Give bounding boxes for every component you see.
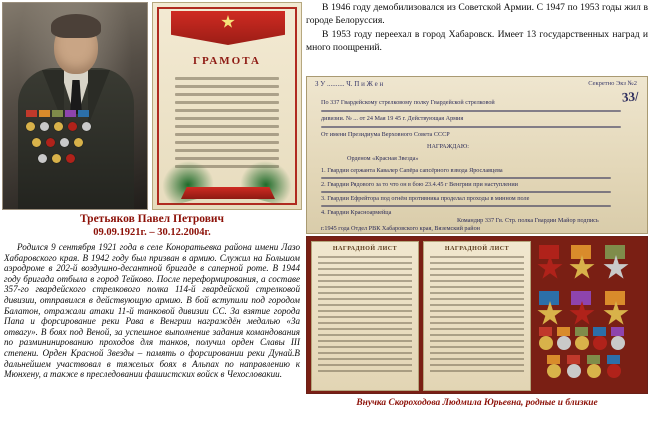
document-footer-line: г.1945 года Отдел РВК Хабаровского края, Вяземский район bbox=[321, 225, 480, 232]
ink-stroke bbox=[321, 191, 611, 193]
document-line-2: дивизии. № ... от 24 Мая 19 45 г. Действующая Армия bbox=[321, 115, 464, 122]
ribbon-icon bbox=[607, 355, 620, 364]
portrait-frame bbox=[2, 2, 148, 210]
document-page-number: 33/ bbox=[621, 88, 640, 105]
ribbon-icon bbox=[547, 355, 560, 364]
ink-stroke bbox=[321, 126, 621, 128]
order-ribbon-icon bbox=[539, 245, 559, 259]
document-header-left: З У .......... Ч. П и Ж е н bbox=[315, 80, 384, 88]
medal-icon bbox=[611, 336, 625, 350]
order-ribbon-icon bbox=[605, 245, 625, 259]
page-title: Третьяков Павел Петрович bbox=[79, 213, 225, 225]
award-sheet-left-title: НАГРАДНОЙ ЛИСТ bbox=[332, 246, 398, 252]
ink-stroke bbox=[321, 110, 621, 112]
document-line-5: Орденом «Красная Звезда» bbox=[347, 155, 419, 162]
document-line-4: НАГРАЖДАЮ: bbox=[427, 143, 469, 150]
biography-text: Родился 9 сентября 1921 года в селе Коноратьевка района имени Лазо Хабаровского края. В 1942 году был призван в армию. Служил на Большом аэродроме в 202-й воздушно-десантной бригаде в саперной роте. В 1944 году бригада отбыла в город Тейково. После переформирования, а составе 357-го гвардейского стрелкового полка 114-й гвардейской стрелковой дивизии, отправился в действующую армию. В бой вступили под городом Балатон, отражали атаки 11-й танковой дивизии СС. За взятие города Папа и форсирование реки Рава в Венгрии награждён медалью «За отвагу». В боях под Веной, за успешное выполнение задания командования по размининированию проходов для танков, получил орден Славы III степени. Орден Красной Звезды – память о форсировании реки Дунай.В дальнейшем участвовал в тяжелых боях в Альпах по направлению к Мюнхену, а также в преследовании фашистских войск в Чехословакии. bbox=[4, 242, 300, 380]
document-line-6: 1. Гвардии сержанта Кавалер Сапёра сапсёрного взвода Ярославцева bbox=[321, 167, 503, 174]
ribbon-icon bbox=[575, 327, 588, 336]
certificate-title: ГРАМОТА bbox=[193, 55, 261, 67]
left-images-row bbox=[2, 2, 302, 210]
order-ribbon-icon bbox=[571, 291, 591, 305]
document-line-1: По 337 Гвардейскому стрелковому полку Гвардейской стрелковой bbox=[321, 99, 495, 106]
document-line-3: От имени Президиума Верховного Совета СССР bbox=[321, 131, 450, 138]
ribbon-icon bbox=[593, 327, 606, 336]
ribbon-icon bbox=[539, 327, 552, 336]
award-sheet-right-title: НАГРАДНОЙ ЛИСТ bbox=[444, 246, 510, 252]
document-line-9: 4. Гвардии Красноармейца bbox=[321, 209, 392, 216]
document-line-8: 3. Гвардии Ефрейтора под огнём противника проделал проходы в минном поле bbox=[321, 195, 530, 202]
diploma-certificate-scan bbox=[152, 2, 302, 210]
document-signature-line: Командир 337 Гв. Стр. полка Гвардии Майор подпись bbox=[457, 217, 599, 224]
award-sheet-left-lines bbox=[318, 256, 412, 372]
award-sheets-and-medals-photo bbox=[306, 236, 648, 394]
medal-icon bbox=[587, 364, 601, 378]
medal-icon bbox=[607, 364, 621, 378]
right-column bbox=[306, 2, 648, 419]
ribbon-icon bbox=[567, 355, 580, 364]
medals-group bbox=[537, 327, 643, 385]
medal-icon bbox=[539, 336, 553, 350]
medal-icon bbox=[575, 336, 589, 350]
medal-icon bbox=[547, 364, 561, 378]
document-header-right: Секретно Экз №2 bbox=[588, 80, 637, 87]
award-sheet-left bbox=[311, 241, 419, 391]
ribbon-icon bbox=[557, 327, 570, 336]
medal-icon bbox=[557, 336, 571, 350]
name-block bbox=[2, 212, 302, 240]
medal-icon bbox=[593, 336, 607, 350]
veteran-portrait-photo bbox=[2, 2, 148, 210]
order-ribbon-icon bbox=[571, 245, 591, 259]
left-column bbox=[2, 2, 302, 419]
intro-paragraph-1: В 1946 году демобилизовался из Советской Армии. С 1947 по 1953 годы жил в городе Белоруссия. bbox=[306, 2, 648, 26]
award-sheet-right bbox=[423, 241, 531, 391]
medal-icon bbox=[567, 364, 581, 378]
order-ribbon-icon bbox=[539, 291, 559, 305]
ribbon-icon bbox=[587, 355, 600, 364]
order-ribbon-icon bbox=[605, 291, 625, 305]
ink-stroke bbox=[321, 177, 611, 179]
photo-caption: Внучка Скороходова Людмила Юрьевна, родные и близкие bbox=[356, 398, 598, 408]
certificate-bottom-banner bbox=[181, 187, 275, 199]
intro-paragraph-2: В 1953 году переехал в город Хабаровск. Имеет 13 государственных наград и много поощрений. bbox=[306, 29, 648, 53]
award-sheet-right-lines bbox=[430, 256, 524, 372]
life-dates: 09.09.1921г. – 30.12.2004г. bbox=[93, 227, 211, 238]
ink-stroke bbox=[321, 205, 611, 207]
document-line-7: 2. Гвардии Рядового за то что он в бою 23.4.45 г Венгрии при наступлении bbox=[321, 181, 518, 188]
ribbon-icon bbox=[611, 327, 624, 336]
handwritten-document-scan bbox=[306, 76, 648, 234]
